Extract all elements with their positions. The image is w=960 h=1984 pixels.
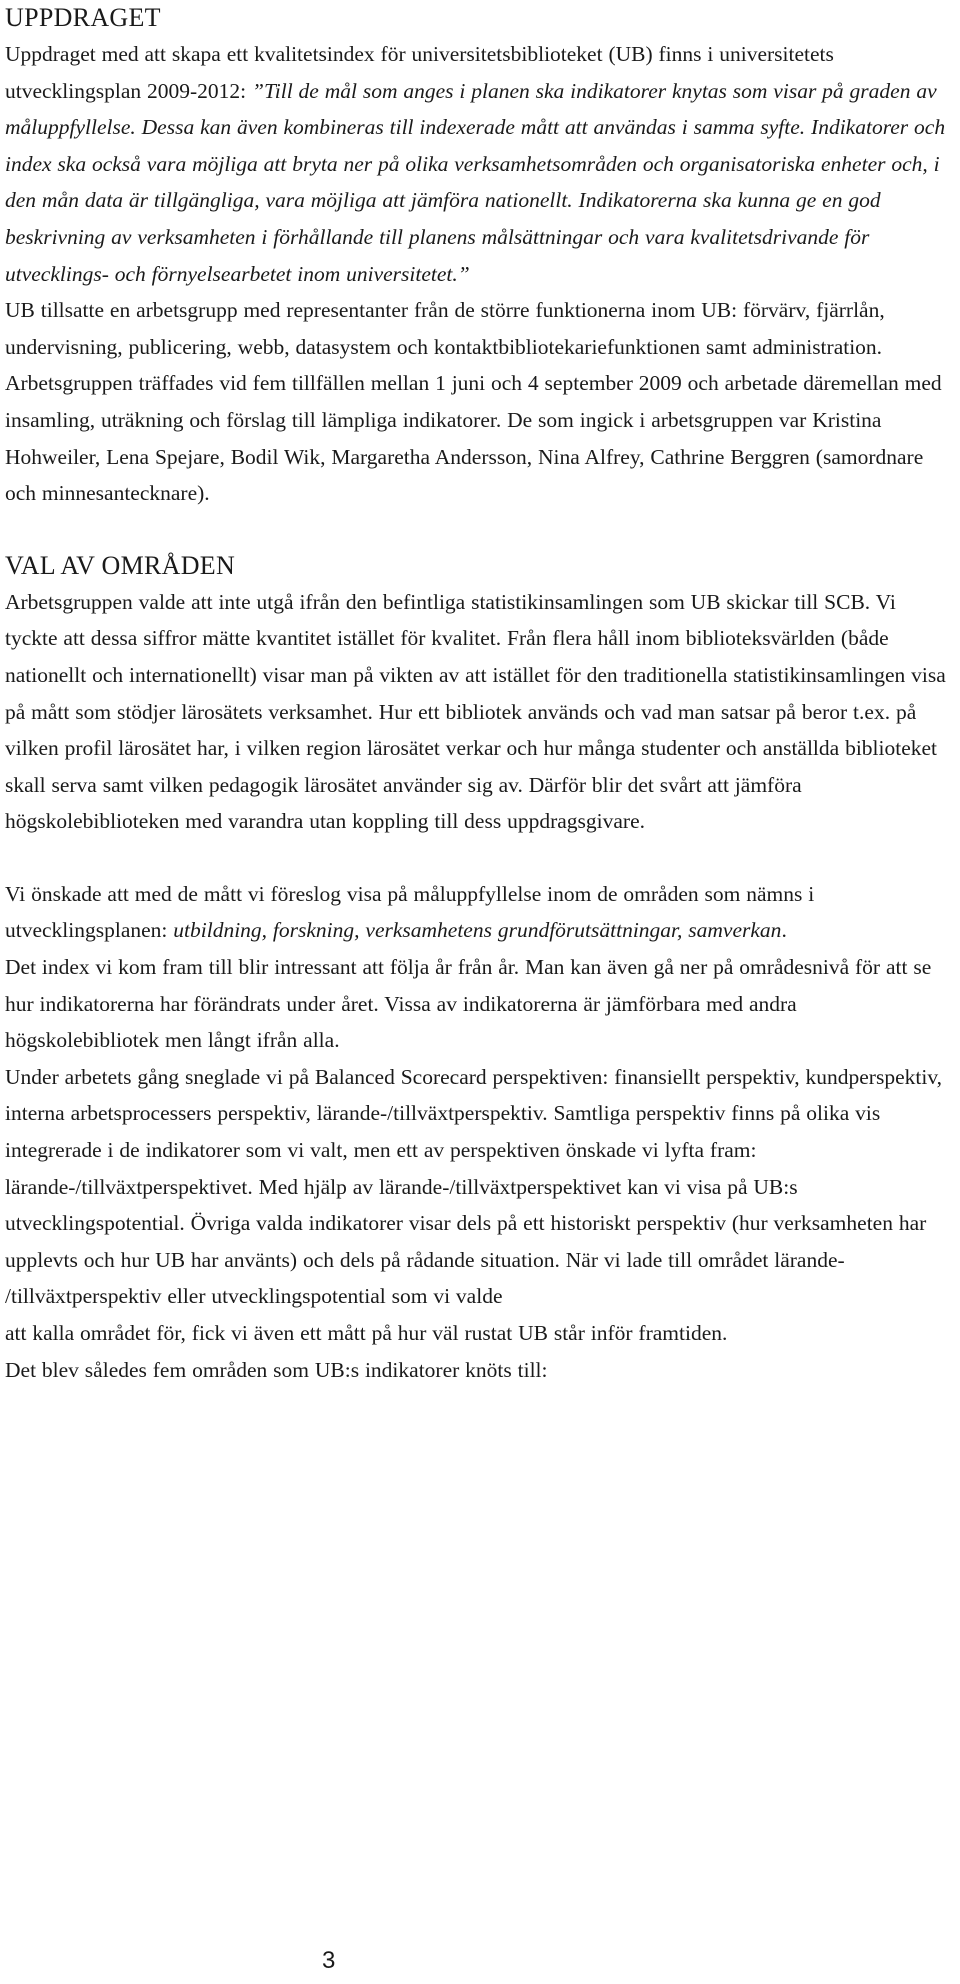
paragraph-end-text: . (781, 918, 787, 943)
document-page (5, 0, 950, 1388)
development-plan-quote: ”Till de mål som anges i planen ska indikatorer knytas som visar på graden av måluppfyllelse. Dessa kan även kombineras till indexerade mått att användas i samma syfte. Indikatorer och index ska också vara möjliga att bryta ner på olika verksamhetsområden och organisatoriska enheter och, i den mån data är tillgängliga, vara möjliga att jämföra nationellt. Indikatorerna ska kunna ge en god beskrivning av verksamheten i förhållande till planens målsättningar och vara kvalitetsdrivande för utvecklings- och förnyelsearbetet inom universitetet.” (5, 78, 946, 286)
page-number: 3 (322, 1947, 336, 1974)
paragraph-five-areas: Det blev således fem områden som UB:s indikatorer knöts till: (5, 1357, 548, 1382)
paragraph-goal-areas (5, 876, 950, 949)
paragraph-spacer (5, 840, 950, 876)
paragraph-text: att kalla området för, fick vi även ett mått på hur väl rustat UB står inför framtiden. (5, 1321, 728, 1345)
paragraph-lead-text: Vi önskade att med de mått vi föreslog visa på måluppfyllelse inom de områden som nämns i utvecklingsplanen: (5, 881, 815, 943)
paragraph-index-follow-up: Det index vi kom fram till blir intressant att följa år från år. Man kan även gå ner på områdesnivå för att se hur indikatorerna har förändrats under året. Vissa av indikatorerna är jämförbara med andra högskolebibliotek men långt ifrån alla. (5, 955, 932, 1053)
paragraph-lead-text: Uppdraget med att skapa ett kvalitetsindex för universitetsbiblioteket (UB) finns i universitetets utvecklingsplan 2009-2012: (5, 42, 834, 103)
goal-areas-list: utbildning, forskning, verksamhetens grundförutsättningar, samverkan (173, 918, 782, 943)
paragraph-text: /tillväxtperspektiv eller utvecklingspotential som vi valde (5, 1284, 503, 1309)
section-spacer (5, 512, 950, 548)
paragraph-assignment-quote (5, 36, 950, 292)
section-heading-val-av-omraden: VAL AV OMRÅDEN (5, 550, 236, 580)
paragraph-text: Under arbetets gång sneglade vi på Balanced Scorecard perspektiven: finansiellt perspektiv, kundperspektiv, interna arbetsprocessers perspektiv, lärande-/tillväxtperspektiv. Samtliga perspektiv finns på olika vis integrerade i de indikatorer som vi valt, men ett av perspektiven önskade vi lyfta fram: lärande-/tillväxtperspektivet. Med hjälp av lärande-/tillväxtperspektivet kan vi visa på UB:s utvecklingspotential. Övriga valda indikatorer visar dels på ett historiskt perspektiv (hur verksamheten har upplevts och hur UB har använts) och dels på rådande situation. När vi lade till området lärande- (5, 1064, 943, 1272)
paragraph-statistics-choice: Arbetsgruppen valde att inte utgå ifrån den befintliga statistikinsamlingen som UB skickar till SCB. Vi tyckte att dessa siffror mätte kvantitet istället för kvalitet. Från flera håll inom biblioteksvärlden (både nationellt och internationellt) visar man på vikten av att istället för den traditionella statistikinsamlingen visa på mått som stödjer lärosätets verksamhet. Hur ett bibliotek används och vad man satsar på beror t.ex. på vilken profil lärosätet har, i vilken region lärosätet verkar och hur många studenter och anställda biblioteket skall serva samt vilken pedagogik lärosätet använder sig av. Därför blir det svårt att jämföra högskolebiblioteken med varandra utan koppling till dess uppdragsgivare. (5, 589, 946, 834)
section-heading-uppdraget: UPPDRAGET (5, 3, 161, 32)
paragraph-balanced-scorecard (5, 1059, 950, 1352)
paragraph-working-group: UB tillsatte en arbetsgrupp med representanter från de större funktionerna inom UB: förvärv, fjärrlån, undervisning, publicering, webb, datasystem och kontaktbibliotekariefunktionen samt administration. Arbetsgruppen träffades vid fem tillfällen mellan 1 juni och 4 september 2009 och arbetade däremellan med insamling, uträkning och förslag till lämpliga indikatorer. De som ingick i arbetsgruppen var Kristina Hohweiler, Lena Spejare, Bodil Wik, Margaretha Andersson, Nina Alfrey, Cathrine Berggren (samordnare och minnesantecknare). (5, 298, 942, 506)
